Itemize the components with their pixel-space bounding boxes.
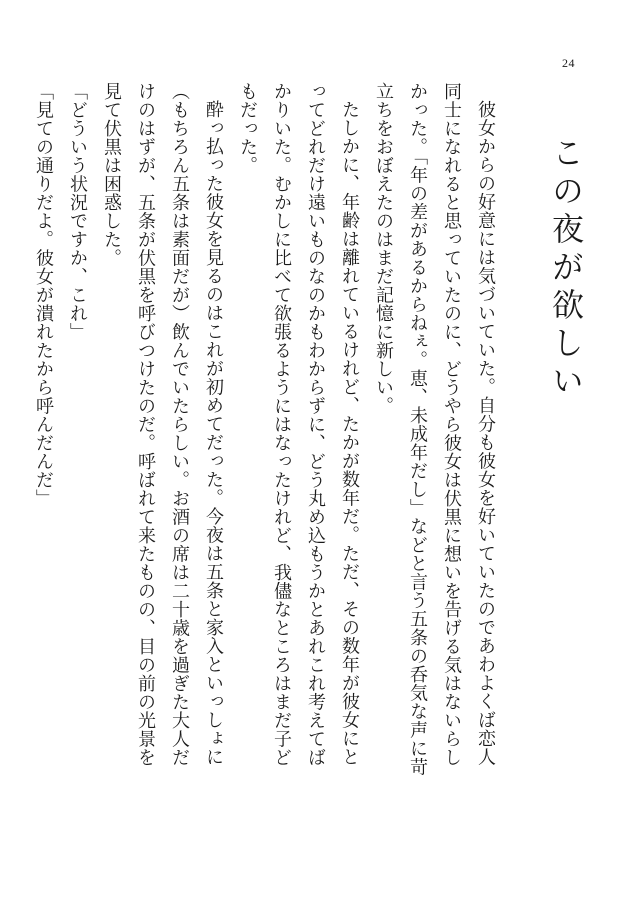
dialogue-2: 「見ての通りだよ。彼女が潰れたから呼んだんだ」: [33, 82, 54, 508]
body-text: [33, 82, 502, 780]
dialogue-1: 「どういう状況ですか、これ」: [67, 82, 88, 341]
paragraph-1: 彼女からの好意には気づいていた。自分も彼女を好いていたのであわよくば恋人同士になれると思っていたのに、どうやら彼女は伏黒に想いを告げる気はないらしかった。「年の差があるからねぇ。恵、未成年だし」などと言う五条の呑気な声に苛立ちをおぼえたのはまだ記憶に新しい。: [373, 82, 496, 776]
chapter-title: この夜が欲しい: [547, 136, 585, 402]
paragraph-2: たしかに、年齢は離れているけれど、たかが数年だ。ただ、その数年が彼女にとってどれだけ遠いものなのかもわからずに、どう丸め込もうかとあれこれ考えてばかりいた。むかしに比べて欲張るようにはなったけれど、我儘なところはまだ子どもだった。: [237, 82, 360, 767]
paragraph-3: 酔っ払った彼女を見るのはこれが初めてだった。今夜は五条と家入といっしょに（もちろん五条は素面だが）飲んでいたらしい。お酒の席は二十歳を過ぎた大人だけのはずが、五条が伏黒を呼びつけたのだ。呼ばれて来たものの、目の前の光景を見て伏黒は困惑した。: [101, 82, 224, 767]
page-number: 24: [562, 56, 575, 70]
